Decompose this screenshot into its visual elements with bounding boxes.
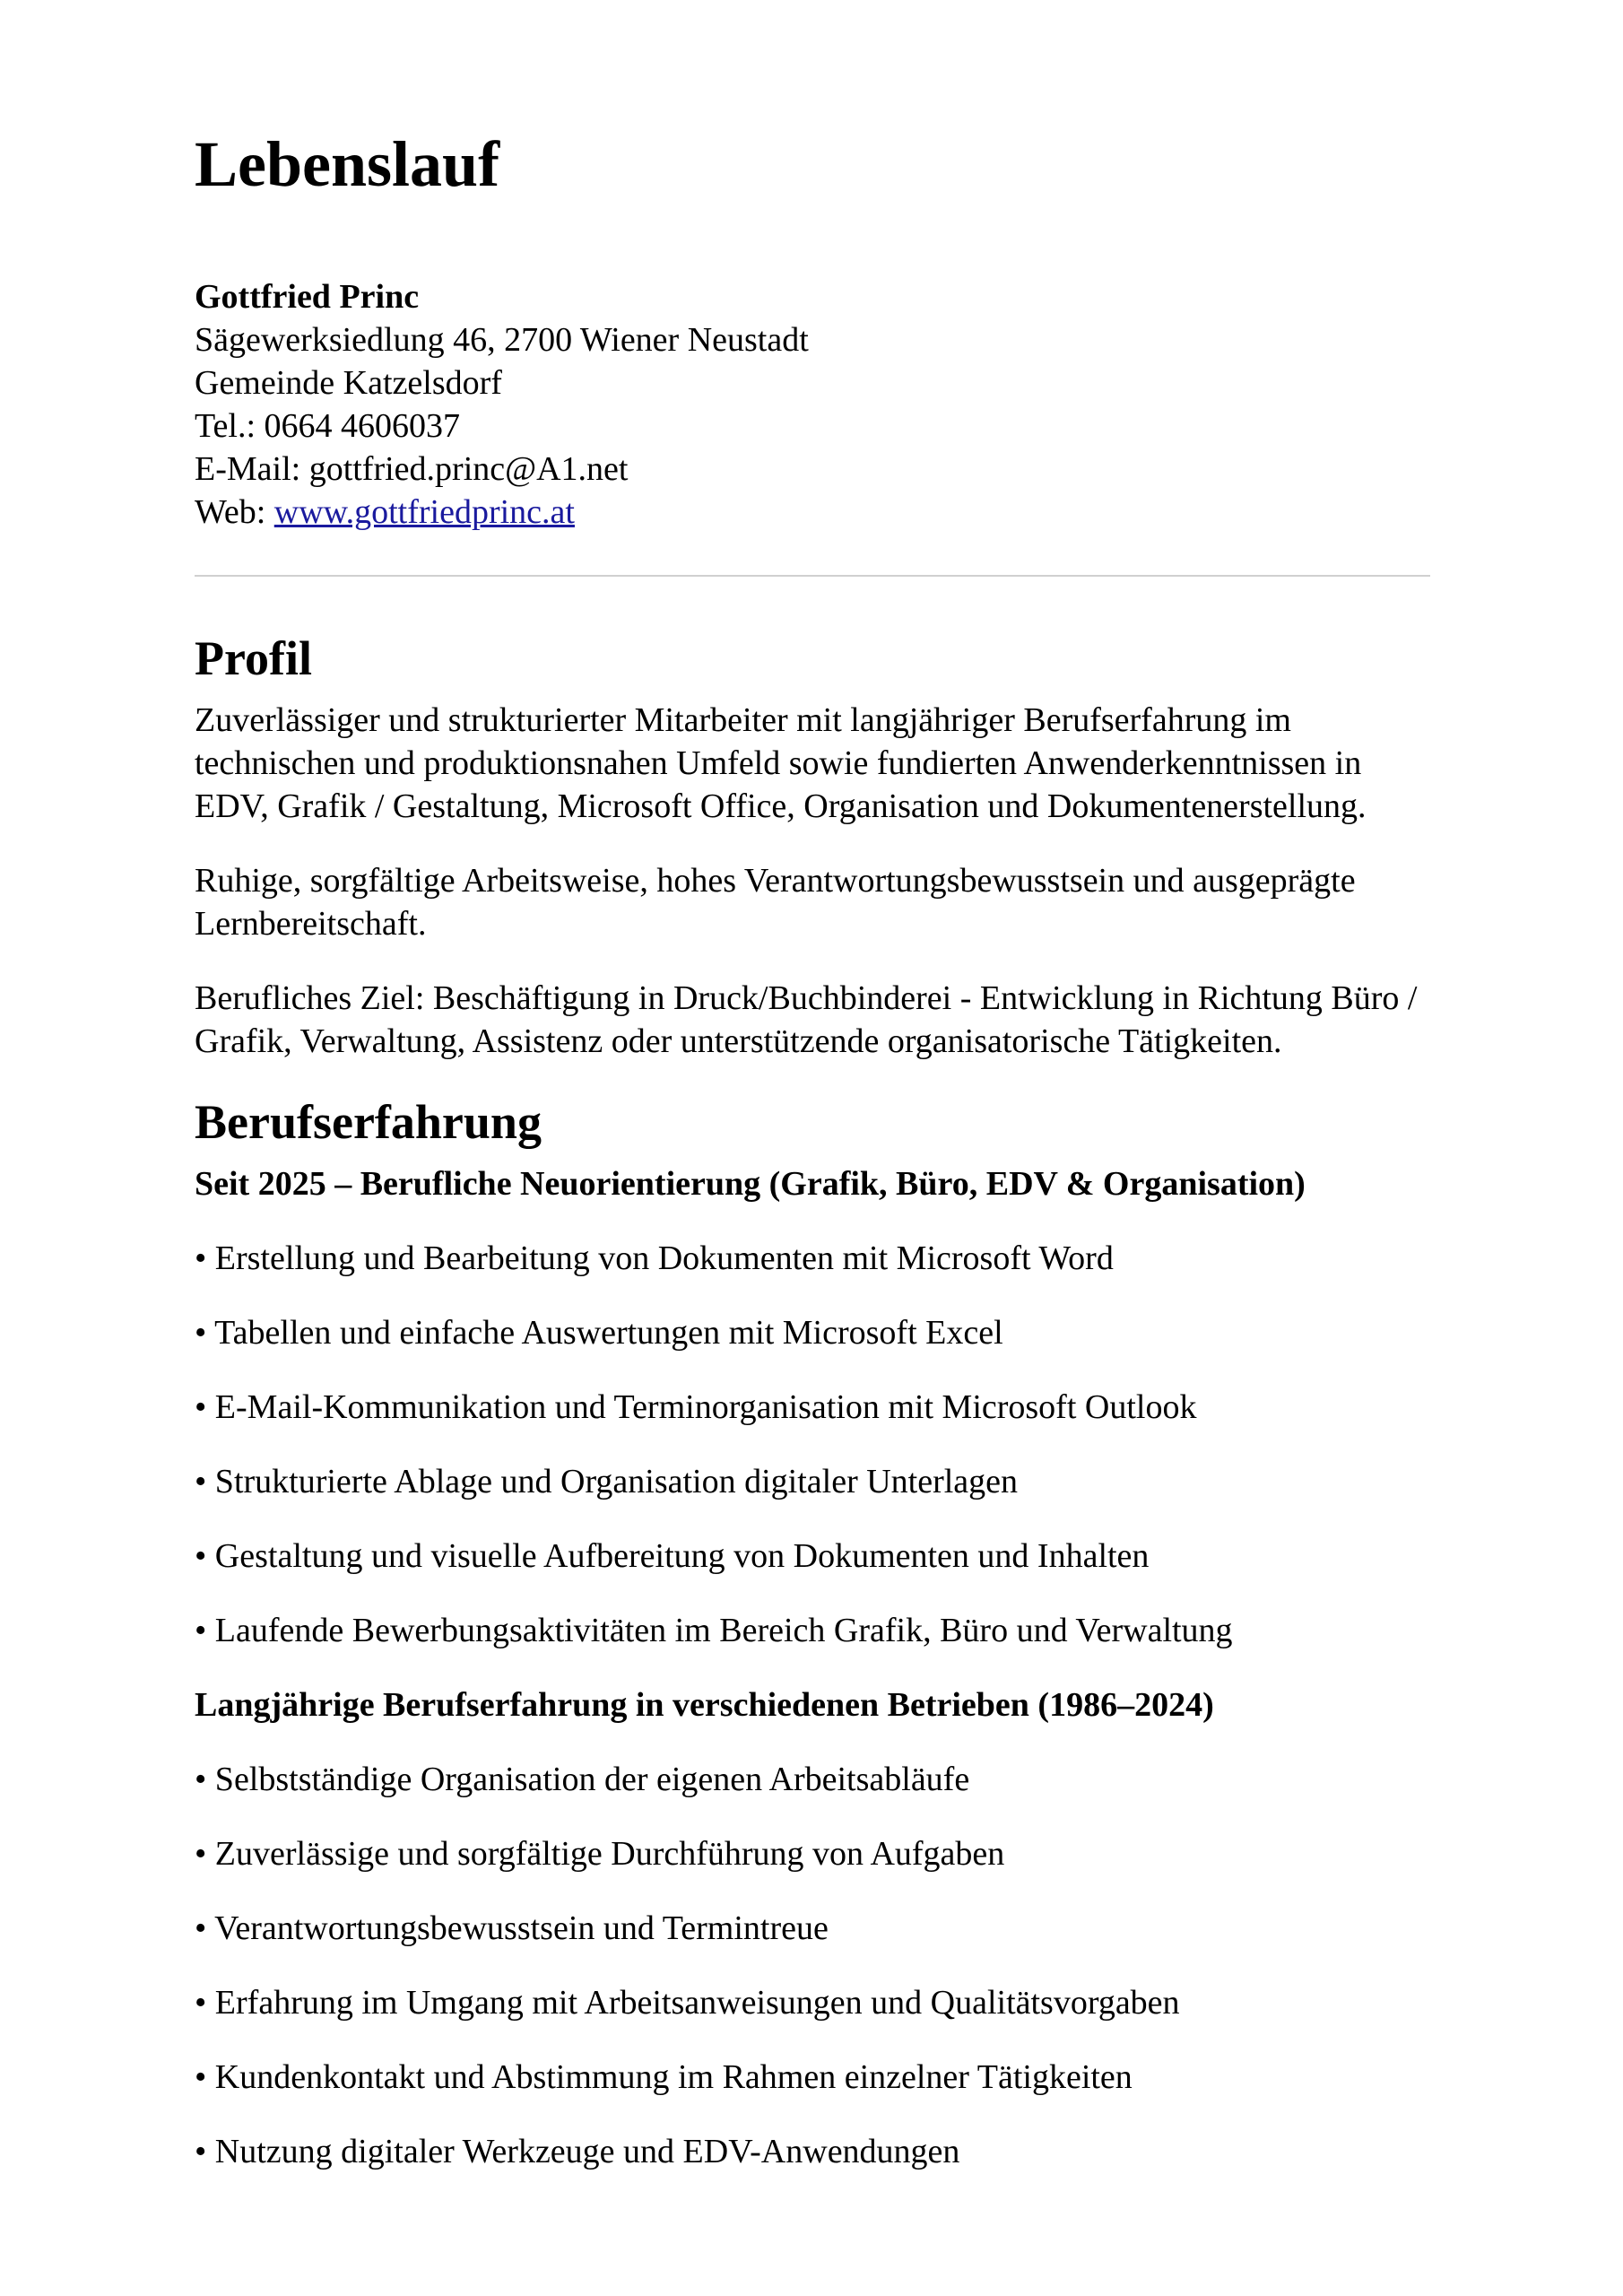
job-bullet: • Laufende Bewerbungsaktivitäten im Bereich Grafik, Büro und Verwaltung	[195, 1612, 1233, 1649]
website-link[interactable]: www.gottfriedprinc.at	[273, 493, 575, 531]
contact-name: Gottfried Princ	[195, 278, 420, 316]
job-bullet: • Nutzung digitaler Werkzeuge und EDV-Anwendungen	[195, 2133, 960, 2170]
job-bullet: • Gestaltung und visuelle Aufbereitung von Dokumenten und Inhalten	[195, 1537, 1150, 1575]
contact-address: Sägewerksiedlung 46, 2700 Wiener Neustadt	[195, 321, 809, 359]
contact-municipality: Gemeinde Katzelsdorf	[195, 364, 502, 402]
job-bullet: • Strukturierte Ablage und Organisation digitaler Unterlagen	[195, 1463, 1019, 1500]
contact-phone: Tel.: 0664 4606037	[195, 407, 461, 445]
resume-document	[195, 0, 1430, 2173]
contact-email: E-Mail: gottfried.princ@A1.net	[195, 450, 629, 488]
job-bullet: • Verantwortungsbewusstsein und Termintreue	[195, 1909, 829, 1947]
contact-web-label: Web:	[195, 493, 266, 531]
job-bullet: • Tabellen und einfache Auswertungen mit Microsoft Excel	[195, 1314, 1003, 1352]
profil-paragraph: Berufliches Ziel: Beschäftigung in Druck/Buchbinderei - Entwicklung in Richtung Büro / Grafik, Verwaltung, Assistenz oder unterstützende organisatorische Tätigkeiten.	[195, 979, 1418, 1060]
job-title-neuorientierung: Seit 2025 – Berufliche Neuorientierung (Grafik, Büro, EDV & Organisation)	[195, 1165, 1306, 1203]
job-bullet: • Kundenkontakt und Abstimmung im Rahmen einzelner Tätigkeiten	[195, 2058, 1133, 2096]
job-title-langjaehrig: Langjährige Berufserfahrung in verschiedenen Betrieben (1986–2024)	[195, 1686, 1214, 1724]
section-title-profil: Profil	[195, 631, 312, 685]
section-divider	[195, 575, 1430, 577]
section-title-berufserfahrung: Berufserfahrung	[195, 1095, 542, 1149]
job-bullet: • Erstellung und Bearbeitung von Dokumenten mit Microsoft Word	[195, 1239, 1114, 1277]
page-title: Lebenslauf	[195, 128, 500, 200]
job-bullet: • Erfahrung im Umgang mit Arbeitsanweisungen und Qualitätsvorgaben	[195, 1984, 1180, 2022]
job-bullet: • Zuverlässige und sorgfältige Durchführung von Aufgaben	[195, 1835, 1005, 1873]
profil-paragraph: Zuverlässiger und strukturierter Mitarbeiter mit langjähriger Berufserfahrung im technischen und produktionsnahen Umfeld sowie fundierten Anwenderkenntnissen in EDV, Grafik / Gestaltung, Microsoft Office, Organisation und Dokumentenerstellung.	[195, 701, 1367, 825]
profil-paragraph: Ruhige, sorgfältige Arbeitsweise, hohes Verantwortungsbewusstsein und ausgeprägte Lernbereitschaft.	[195, 862, 1356, 943]
contact-web-line	[195, 491, 1430, 534]
contact-block	[195, 275, 1430, 534]
job-bullet: • E-Mail-Kommunikation und Terminorganisation mit Microsoft Outlook	[195, 1388, 1197, 1426]
job-bullet: • Selbstständige Organisation der eigenen Arbeitsabläufe	[195, 1761, 970, 1798]
